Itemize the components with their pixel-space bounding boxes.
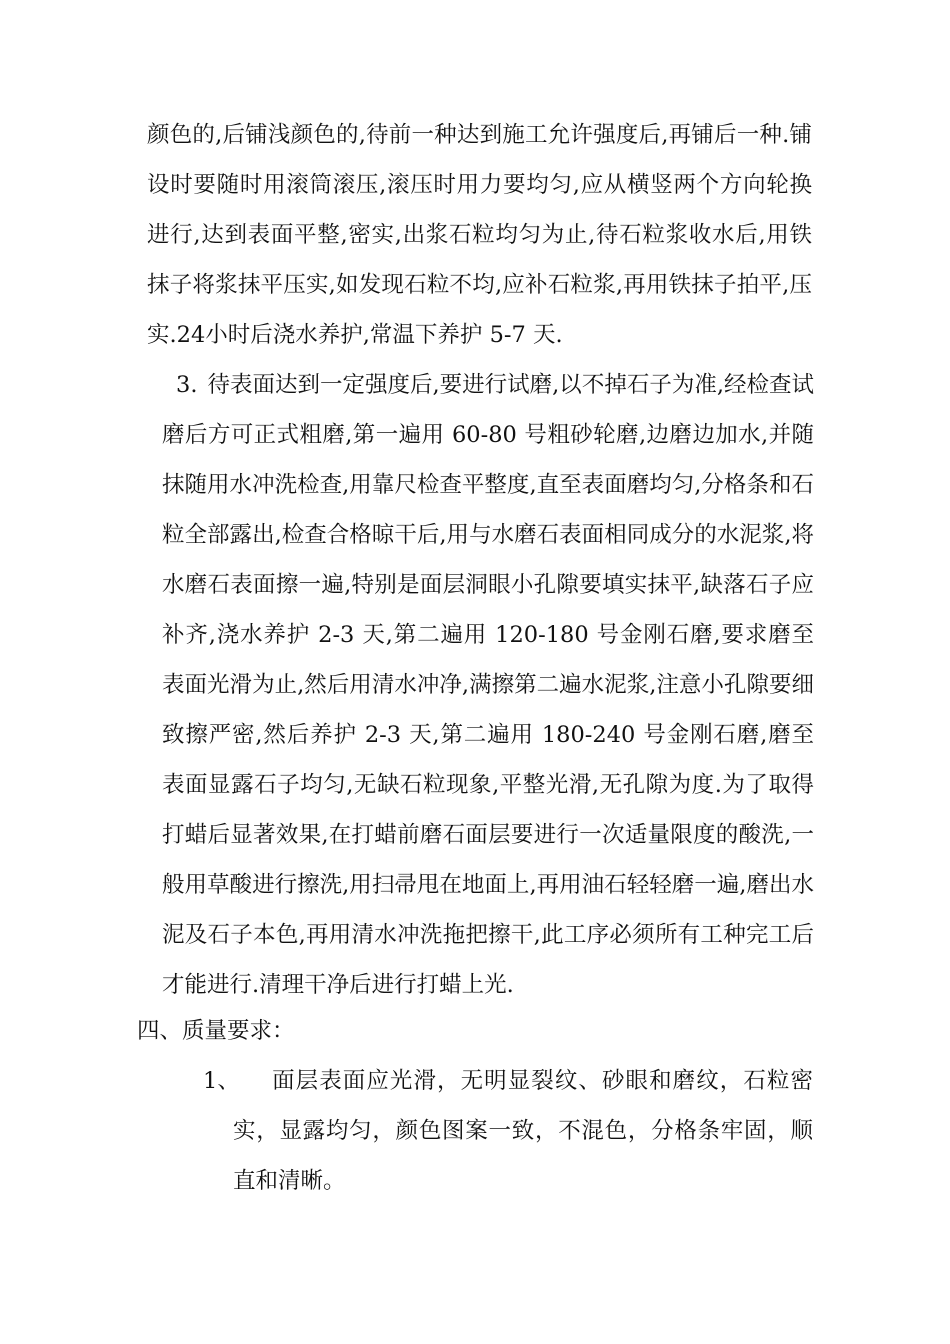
item-1-marker: 1、 — [203, 1068, 240, 1094]
step-3-paragraph — [162, 360, 814, 1010]
item-1-text: 面层表面应光滑，无明显裂纹、砂眼和磨纹，石粒密实，显露均匀，颜色图案一致，不混色，分格条牢固，顺直和清晰。 — [233, 1068, 813, 1194]
section-4-heading: 四、质量要求： — [137, 1018, 295, 1044]
step-3-number: 3. — [176, 372, 198, 398]
step-3-text: 待表面达到一定强度后,要进行试磨,以不掉石子为准,经检查试磨后方可正式粗磨,第一遍用 60-80 号粗砂轮磨,边磨边加水,并随抹随用水冲洗检查,用靠尺检查平整度,直至表面磨均匀,分格条和石粒全部露出,检查合格晾干后,用与水磨石表面相同成分的水泥浆,将水磨石表面擦一遍,特别是面层洞眼小孔隙要填实抹平,缺落石子应补齐,浇水养护 2-3 天,第二遍用 120-180 号金刚石磨,要求磨至表面光滑为止,然后用清水冲净,满擦第二遍水泥浆,注意小孔隙要细致擦严密,然后养护 2-3 天,第二遍用 180-240 号金刚石磨,磨至表面显露石子均匀,无缺石粒现象,平整光滑,无孔隙为度.为了取得打蜡后显著效果,在打蜡前磨石面层要进行一次适量限度的酸洗,一般用草酸进行擦洗,用扫帚甩在地面上,再用油石轻轻磨一遍,磨出水泥及石子本色,再用清水冲洗拖把擦干,此工序必须所有工种完工后才能进行.清理干净后进行打蜡上光. — [162, 372, 814, 998]
quality-requirement-item — [203, 1056, 813, 1206]
paragraph-continuation: 颜色的,后铺浅颜色的,待前一种达到施工允许强度后,再铺后一种.铺设时要随时用滚筒滚压,滚压时用力要均匀,应从横竖两个方向轮换进行,达到表面平整,密实,出浆石粒均匀为止,待石粒浆收水后,用铁抹子将浆抹平压实,如发现石粒不均,应补石粒浆,再用铁抹子拍平,压实.24小时后浇水养护,常温下养护 5-7 天. — [147, 122, 812, 348]
